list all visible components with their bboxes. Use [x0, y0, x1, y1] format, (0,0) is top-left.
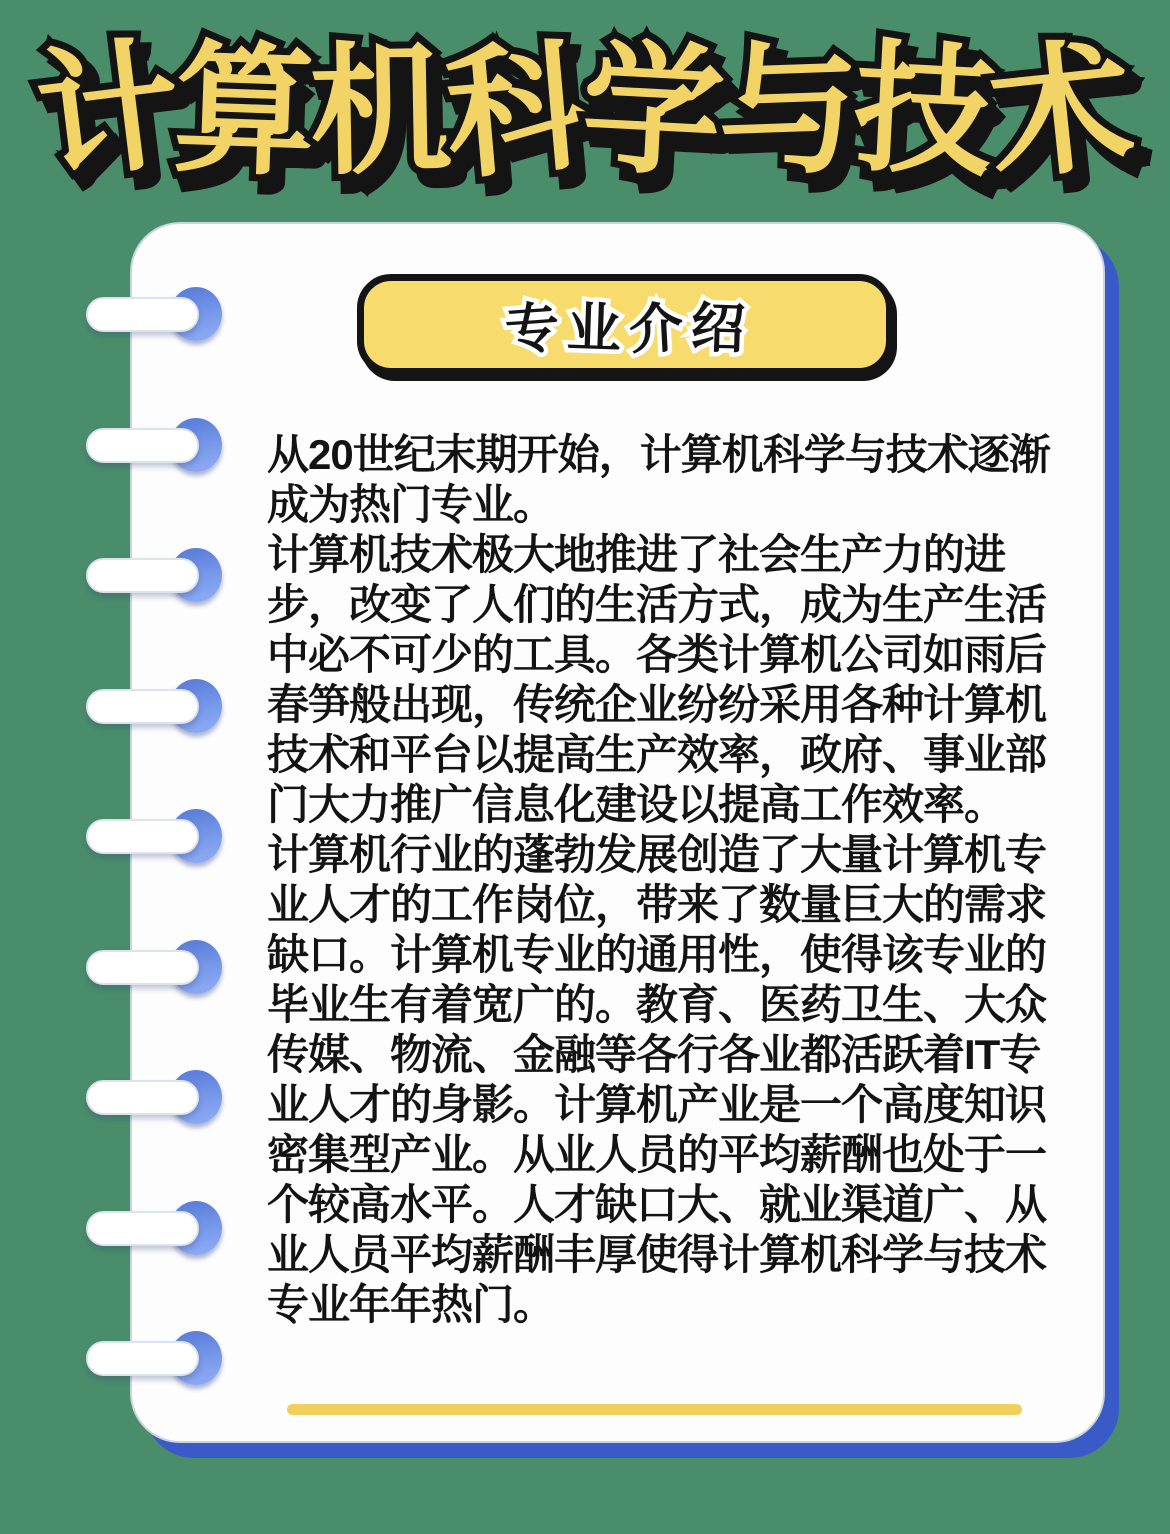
outlined-char: 算 算 算	[171, 28, 319, 197]
section-badge	[357, 274, 893, 375]
outlined-char: 专 专	[502, 284, 569, 365]
outlined-char: 学 学 学	[578, 26, 728, 197]
bottom-accent-line	[287, 1404, 1022, 1415]
intro-paragraphs	[267, 430, 1057, 1330]
intro-paragraph-2: 计算机技术极大地推进了社会生产力的进步，改变了人们的生活方式，成为生产生活中必不可少的工具。各类计算机公司如雨后春笋般出现，传统企业纷纷采用各种计算机技术和平台以提高生产效率，政府、事业部门大力推广信息化建设以提高工作效率。	[267, 531, 1047, 828]
ring-pill-icon	[86, 558, 199, 593]
outlined-char: 与 与 与	[715, 28, 863, 197]
outlined-char: 计 计 计	[29, 22, 190, 202]
section-badge-label	[497, 286, 753, 363]
outlined-char: 机 机 机	[309, 29, 454, 195]
binder-ring	[86, 548, 226, 602]
binder-ring	[86, 1331, 226, 1385]
outlined-char: 业 业	[566, 285, 631, 364]
outlined-char: 介 介	[627, 284, 693, 364]
page-title	[0, 23, 1170, 200]
ring-pill-icon	[86, 689, 199, 724]
binder-ring	[86, 809, 226, 863]
ring-pill-icon	[86, 428, 199, 463]
ring-pill-icon	[86, 1341, 199, 1376]
outlined-char: 绍 绍	[690, 285, 755, 364]
binder-ring	[86, 418, 226, 472]
outlined-char: 术 术 术	[982, 23, 1140, 201]
binder-ring	[86, 1201, 226, 1255]
intro-paragraph-1: 从20世纪末期开始，计算机科学与技术逐渐成为热门专业。	[267, 431, 1050, 528]
ring-pill-icon	[86, 1080, 199, 1115]
ring-pill-icon	[86, 297, 199, 332]
binder-ring	[86, 679, 226, 733]
notebook-card	[130, 222, 1105, 1443]
outlined-char: 科 科 科	[439, 24, 595, 200]
binder-ring	[86, 287, 226, 341]
binder-ring	[86, 1070, 226, 1124]
ring-pill-icon	[86, 819, 199, 854]
binder-ring	[86, 940, 226, 994]
outlined-char: 技 技 技	[850, 26, 1000, 197]
ring-pill-icon	[86, 950, 199, 985]
ring-pill-icon	[86, 1211, 199, 1246]
intro-paragraph-3: 计算机行业的蓬勃发展创造了大量计算机专业人才的工作岗位，带来了数量巨大的需求缺口。计算机专业的通用性，使得该专业的毕业生有着宽广的。教育、医药卫生、大众传媒、物流、金融等各行各业都活跃着IT专业人才的身影。计算机产业是一个高度知识密集型产业。从业人员的平均薪酬也处于一个较高水平。人才缺口大、就业渠道广、从业人员平均薪酬丰厚使得计算机科学与技术专业年年热门。	[267, 831, 1047, 1328]
